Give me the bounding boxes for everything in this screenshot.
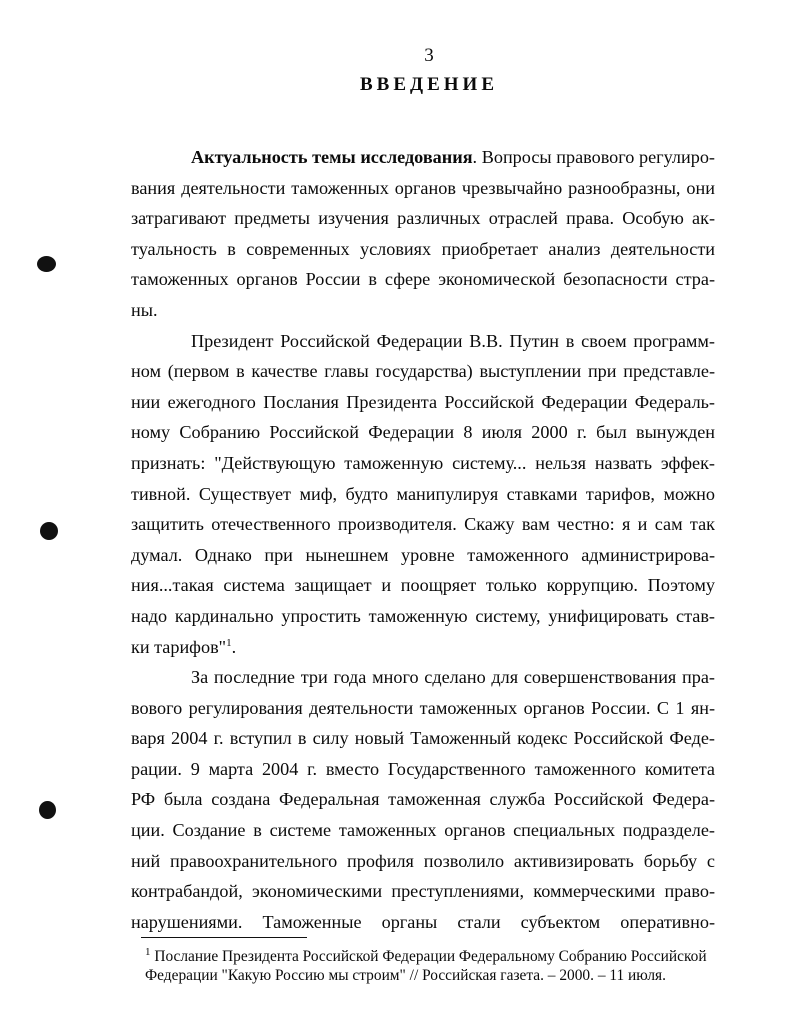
footnote-line-1 (145, 947, 719, 966)
paragraph-2-line-4: ному Собранию Российской Федерации 8 июля 2000 г. был вынужден (131, 422, 715, 443)
footnote-marker: 1 (145, 945, 151, 958)
paragraph-2-line-6: тивной. Существует миф, будто манипулируя ставками тарифов, можно (131, 483, 715, 504)
paragraph-2-line-1: Президент Российской Федерации В.В. Путин в своем программ- (191, 330, 715, 351)
paragraph-3-line-2: вового регулирования деятельности таможенных органов России. С 1 ян- (131, 697, 715, 718)
paragraph-1-line-3: затрагивают предметы изучения различных отраслей права. Особую ак- (131, 208, 715, 229)
scan-blot-middle (40, 522, 58, 540)
paragraph-2-line-5: признать: "Действующую таможенную систему... нельзя назвать эффек- (131, 452, 715, 473)
scan-blot-bottom (39, 801, 56, 819)
paragraph-1-line-4: туальность в современных условиях приобретает анализ деятельности (131, 238, 715, 259)
paragraph-1-line-1 (131, 142, 715, 173)
page-title: ВВЕДЕНИЕ (360, 74, 498, 95)
paragraph-1-line-6: ны. (131, 299, 158, 320)
paragraph-3-line-8: контрабандой, экономическими преступлениями, коммерческими право- (131, 881, 715, 902)
paragraph-3-line-7: ний правоохранительного профиля позволило активизировать борьбу с (131, 850, 715, 871)
scan-blot-top (37, 256, 56, 272)
paragraph-2-line-11 (131, 632, 715, 663)
paragraph-2-line-10: надо кардинально упростить таможенную систему, унифицировать став- (131, 605, 715, 626)
footnote-line-1-text: Послание Президента Российской Федерации Федеральному Собранию Российской (150, 948, 707, 965)
paragraph-2-line-8: думал. Однако при нынешнем уровне таможенного администрирова- (131, 544, 715, 565)
page-number: 3 (424, 45, 434, 66)
paragraph-2-line-9: ния...такая система защищает и поощряет только коррупцию. Поэтому (131, 575, 715, 596)
footnote (145, 947, 719, 985)
paragraph-2-line-2: ном (первом в качестве главы государства) выступлении при представле- (131, 361, 715, 382)
paragraph-2-line-3: нии ежегодного Послания Президента Российской Федерации Федераль- (131, 391, 715, 412)
paragraph-3-line-5: РФ была создана Федеральная таможенная служба Российской Федера- (131, 789, 715, 810)
body-text (131, 142, 715, 937)
paragraph-1-line-1-rest: . Вопросы правового регулиро- (472, 147, 715, 167)
paragraph-1-line-2: вания деятельности таможенных органов чрезвычайно разнообразны, они (131, 177, 715, 198)
paragraph-1-lead: Актуальность темы исследования (191, 147, 473, 167)
paragraph-2-line-11-text: ки тарифов" (131, 636, 227, 657)
paragraph-3-line-6: ции. Создание в системе таможенных органов специальных подразделе- (131, 820, 715, 841)
footnote-reference[interactable]: 1 (226, 636, 232, 649)
paragraph-3-line-4: рации. 9 марта 2004 г. вместо Государственного таможенного комитета (131, 758, 715, 779)
footnote-separator (141, 937, 307, 938)
paragraph-3-line-3: варя 2004 г. вступил в силу новый Таможенный кодекс Российской Феде- (131, 728, 715, 749)
paragraph-1-line-5: таможенных органов России в сфере экономической безопасности стра- (131, 269, 715, 290)
paragraph-2-line-7: защитить отечественного производителя. Скажу вам честно: я и сам так (131, 514, 715, 535)
paragraph-3-line-9: нарушениями. Таможенные органы стали субъектом оперативно- (131, 911, 715, 932)
paragraph-3-line-1: За последние три года много сделано для совершенствования пра- (191, 667, 715, 688)
footnote-line-2: Федерации "Какую Россию мы строим" // Российская газета. – 2000. – 11 июля. (145, 967, 666, 984)
paragraph-2-line-11-end: . (231, 636, 237, 657)
